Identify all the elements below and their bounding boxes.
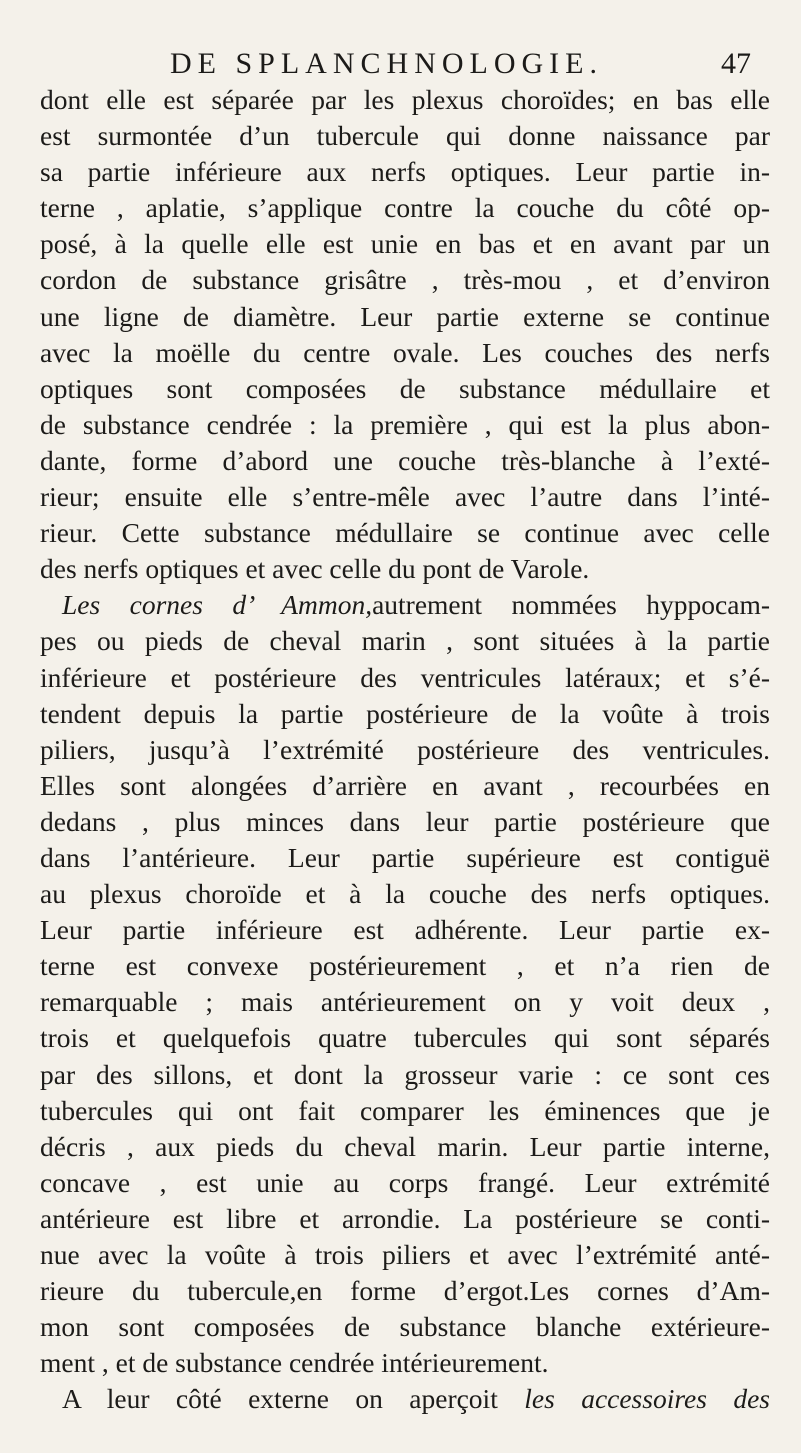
- text-line: dont elle est séparée par les plexus choroïdes; en bas elle: [40, 84, 770, 115]
- text-line: concave , est unie au corps frangé. Leur extrémité: [40, 1166, 770, 1198]
- text-line: piliers, jusqu’à l’extrémité postérieure des ventricules.: [40, 733, 770, 765]
- running-head: [60, 44, 751, 84]
- text-line: de substance cendrée : la première , qui est la plus abon-: [40, 408, 770, 440]
- text-line: tubercules qui ont fait comparer les éminences que je: [40, 1094, 770, 1126]
- text-line: antérieure est libre et arrondie. La postérieure se conti-: [40, 1202, 770, 1234]
- text-line: dans l’antérieure. Leur partie supérieure est contiguë: [40, 841, 770, 873]
- paragraph-end-line: des nerfs optiques et avec celle du pont de Varole.: [40, 553, 590, 585]
- text-line: inférieure et postérieure des ventricules latéraux; et s’é-: [40, 661, 770, 693]
- text-line: terne est convexe postérieurement , et n’a rien de: [40, 950, 770, 982]
- text-line: rieure du tubercule,en forme d’ergot.Les cornes d’Am-: [40, 1275, 770, 1307]
- text-line: avec la moëlle du centre ovale. Les couches des nerfs: [40, 336, 770, 368]
- paragraph-start-line: [40, 1381, 770, 1417]
- text-line: pes ou pieds de cheval marin , sont situées à la partie: [40, 625, 770, 657]
- text-line: rieur. Cette substance médullaire se continue avec celle: [40, 517, 770, 549]
- text-line: une ligne de diamètre. Leur partie externe se continue: [40, 300, 770, 332]
- paragraph-start-line: [40, 587, 770, 623]
- text-line: mon sont composées de substance blanche extérieure-: [40, 1311, 770, 1343]
- text-line: optiques sont composées de substance médullaire et: [40, 372, 770, 404]
- text-line: nue avec la voûte à trois piliers et avec l’extrémité anté-: [40, 1239, 770, 1270]
- text-line: sa partie inférieure aux nerfs optiques. Leur partie in-: [40, 156, 770, 188]
- text-line: terne , aplatie, s’applique contre la couche du côté op-: [40, 192, 770, 224]
- page-number: 47: [721, 47, 751, 80]
- text-line: cordon de substance grisâtre , très-mou , et d’environ: [40, 264, 770, 296]
- text-line: décris , aux pieds du cheval marin. Leur partie interne,: [40, 1130, 770, 1162]
- text-line: est surmontée d’un tubercule qui donne naissance par: [40, 120, 770, 152]
- text-line: par des sillons, et dont la grosseur varie : ce sont ces: [40, 1058, 770, 1090]
- line-rest: autrement nommées hyppocam-: [372, 589, 770, 621]
- paragraph-end-line: ment , et de substance cendrée intérieurement.: [40, 1347, 549, 1379]
- text-line: dedans , plus minces dans leur partie postérieure que: [40, 805, 770, 837]
- line-rest: A leur côté externe on aperçoit: [62, 1383, 525, 1415]
- text-line: Leur partie inférieure est adhérente. Leur partie ex-: [40, 914, 770, 946]
- italic-term: les accessoires des: [524, 1383, 770, 1415]
- body-text: [40, 82, 770, 1417]
- text-line: posé, à la quelle elle est unie en bas et en avant par un: [40, 228, 770, 260]
- text-line: trois et quelquefois quatre tubercules qui sont séparés: [40, 1022, 770, 1054]
- text-line: au plexus choroïde et à la couche des nerfs optiques.: [40, 878, 770, 910]
- text-line: rieur; ensuite elle s’entre-mêle avec l’autre dans l’inté-: [40, 481, 770, 513]
- text-line: tendent depuis la partie postérieure de la voûte à trois: [40, 697, 770, 729]
- text-line: remarquable ; mais antérieurement on y voit deux ,: [40, 986, 770, 1018]
- text-line: dante, forme d’abord une couche très-blanche à l’exté-: [40, 444, 770, 476]
- text-line: Elles sont alongées d’arrière en avant , recourbées en: [40, 769, 770, 801]
- italic-term: Les cornes d’ Ammon,: [62, 589, 373, 621]
- running-title: DE SPLANCHNOLOGIE.: [170, 47, 603, 80]
